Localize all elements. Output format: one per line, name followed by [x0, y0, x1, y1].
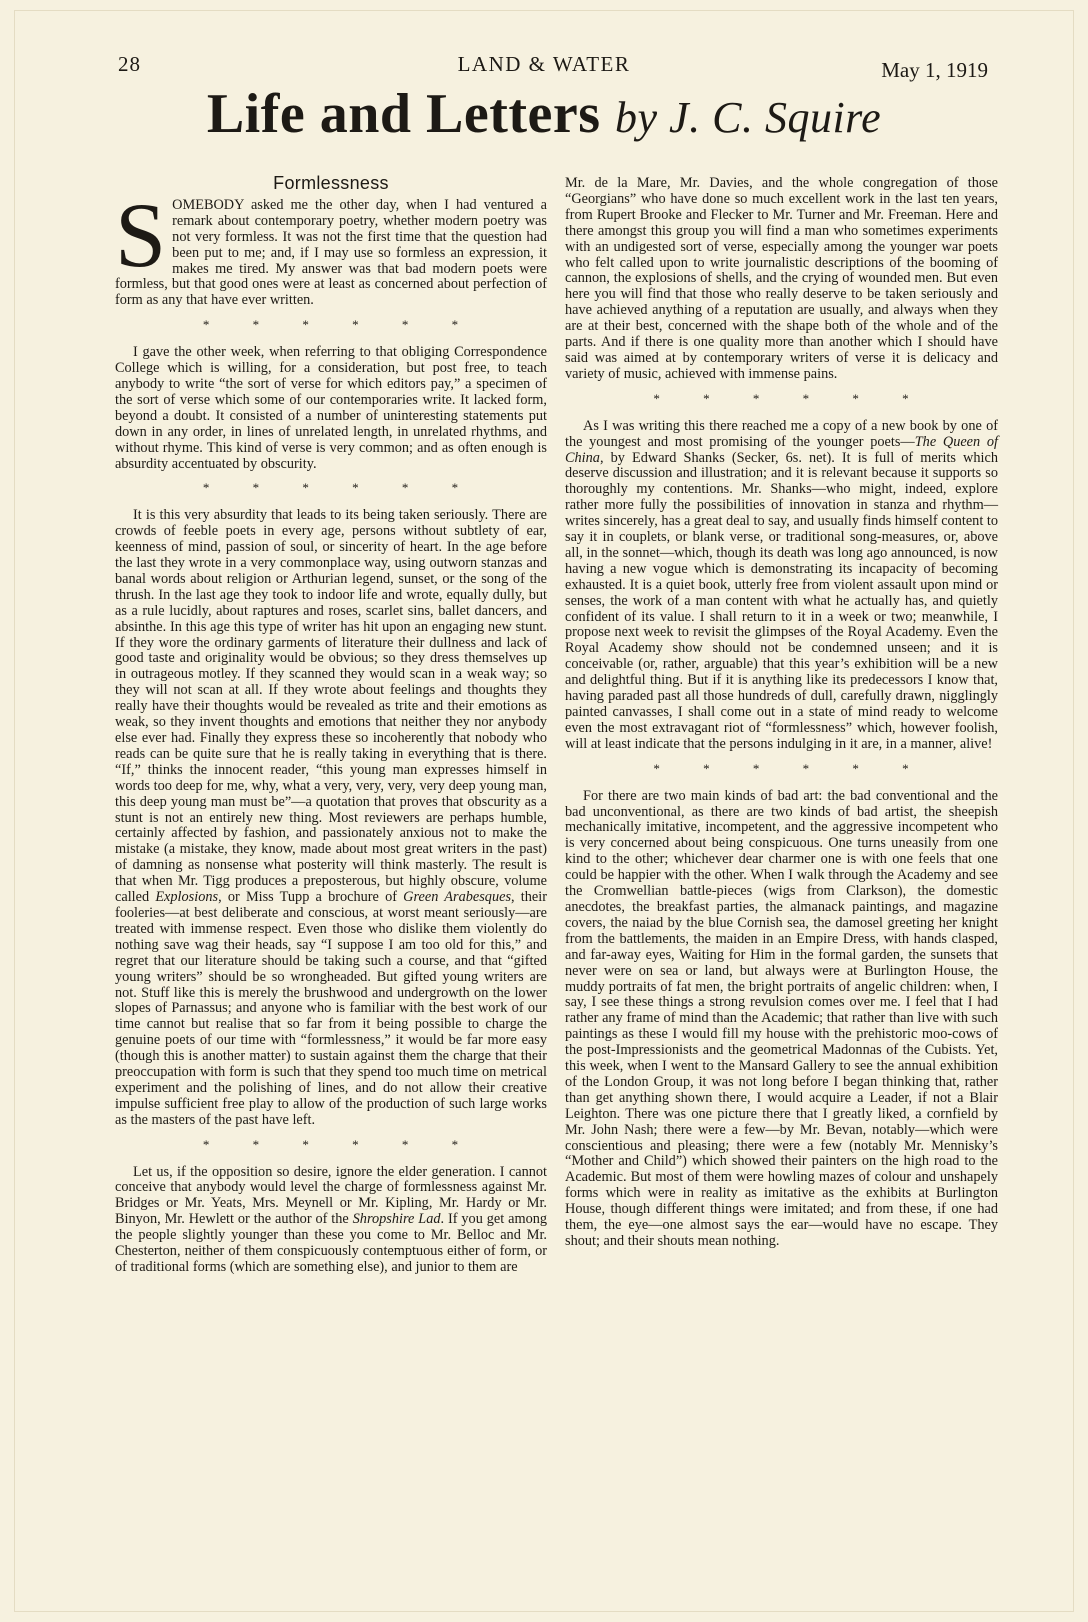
- book-title: The Queen of China: [565, 433, 998, 466]
- paragraph-text: As I was writing this there reached me a copy of a new book by one of the youngest and most promising of the younger poets—: [565, 417, 998, 450]
- book-title: Explosions: [155, 889, 219, 906]
- paragraph: I gave the other week, when referring to that obliging Correspondence College which is willing, for a consideration, but post free, to teach anybody to write “the sort of verse for which editors pay,” a specimen of the sort of verse which some of our contemporaries write. It lacked form, beyond a doubt. It consisted of a number of uninteresting statements put down in any order, in lines of unrelated length, in unrelated rhythms, and without rhyme. This kind of verse is very common; and as often enough is absurdity accentuated by obscurity.: [115, 344, 547, 472]
- issue-date: May 1, 1919: [881, 58, 988, 82]
- right-column: [565, 176, 998, 1250]
- book-title: Shropshire Lad: [352, 1211, 441, 1228]
- magazine-name: LAND & WATER: [457, 52, 631, 76]
- section-separator: * * * * * *: [202, 317, 460, 333]
- paragraph: Mr. de la Mare, Mr. Davies, and the whole congregation of those “Georgians” who have done so much excellent work in the last ten years, from Rupert Brooke and Flecker to Mr. Turner and Mr. Freeman. Here and there amongst this group you will find a man who sometimes experiments with an undigested sort of verse, especially among the younger war poets who felt called upon to write journalistic descriptions of the booming of cannon, the explosions of shells, and the crying of wounded men. But even here you will find that those who really deserve to be taken seriously and have achieved anything of a reputation are usually, and always when they are at their best, concerned with the shape both of the whole and of the parts. And if there is one quality more than another which I should have said was aimed at by contemporary writers of verse it is delicacy and variety of music, achieved with immense pains.: [565, 175, 998, 382]
- paragraph-text: OMEBODY asked me the other day, when I had ventured a remark about contemporary poetry, whether modern poetry was not very formless. It was not the first time that the question had been put to me; and, if I may use so formless an expression, it makes me tired. My answer was that bad modern poets were formless, but that good ones were at least as concerned about perfection of form as any that have ever written.: [115, 196, 547, 309]
- paragraph: [115, 1165, 547, 1276]
- byline: by J. C. Squire: [615, 93, 882, 142]
- section-separator: * * * * * *: [653, 390, 910, 406]
- paragraph-text: , their fooleries—at best deliberate and conscious, at worst meant seriously—are treated with immense respect. Even those who dislike them violently do nothing save wag their heads, say “I suppose I am too old for this,” and regret that our literature should be taking such a course, and that “gifted young writers” should be so wrongheaded. But gifted young writers are not. Stuff like this is merely the brushwood and undergrowth on the lower slopes of Parnassus; and anyone who is familiar with the best work of our time cannot but realise that so far from it being possible to charge the genuine poets of our time with “formlessness,” it would be far more easy (though this is another matter) to sustain against them the charge that their preoccupation with form is such that they spend too much time on metrical experiment and the polishing of lines, and do not allow their creative impulse sufficient free play to allow of the production of such large works as the masters of the past have left.: [115, 889, 547, 1128]
- book-title: Green Arabesques: [403, 889, 512, 906]
- paragraph-text: Let us, if the opposition so desire, ignore the elder generation. I cannot conceive that anybody would level the charge of formlessness against Mr. Bridges or Mr. Yeats, Mrs. Meynell or Mr. Kipling, Mr. Hardy or Mr. Binyon, Mr. Hewlett or the author of the: [115, 1163, 547, 1228]
- section-separator: * * * * * *: [202, 480, 460, 496]
- column-title: [0, 82, 1088, 146]
- paragraph: [115, 508, 547, 1128]
- section-separator: * * * * * *: [653, 760, 910, 776]
- page-number: 28: [118, 52, 141, 76]
- paragraph-text: , by Edward Shanks (Secker, 6s. net). It is full of merits which deserve discussion and illustration; and it is relevant because it supports so thoroughly my contentions. Mr. Shanks—who might, indeed, explore rather more fully the possibilities of innovation in stanza and rhythm—writes sincerely, has a great deal to say, and usually finds himself content to say it in couplets, or blank verse, or traditional song-measures, or, above all, in the sonnet—which, though its death was long ago announced, is now having a new vogue which is demonstrating its incapacity of becoming exhausted. It is a quiet book, utterly free from violent assault upon mind or senses, the work of a man content with what he actually has, and quietly confident of its value. I shall return to it in a week or two; meanwhile, I propose next week to revisit the glimpses of the Royal Academy. Even the Royal Academy show should not be condemned unseen; and it is conceivable (or, rather, arguable) that this year’s exhibition will be a new and delightful thing. But if it is anything like its predecessors I know that, having paraded past all those hundreds of dull, carefully drawn, nigglingly painted canvasses, I shall come out in a state of mind ready to welcome even the most extravagant riot of “formlessness” which, however foolish, will at least indicate that the persons indulging in it are, in a manner, alive!: [565, 449, 998, 752]
- paragraph-text: It is this very absurdity that leads to its being taken seriously. There are crowds of feeble poets in every age, persons without subtlety of ear, keenness of mind, passion of soul, or sincerity of heart. In the age before the last they wrote in a very commonplace way, using outworn stanzas and banal words about religion or Arthurian legend, sunset, or the song of the thrush. In the last age they took to indoor life and wrote, equally dully, but as a rule lucidly, about raptures and roses, scarlet sins, ballet dancers, and absinthe. In this age this type of writer has hit upon an engaging new stunt. If they wore the ordinary garments of literature their dullness and lack of good taste and originality would be obvious; so they dress themselves up in outrageous motley. If they scanned they would scan in a weak way; so they will not scan at all. If they wrote about feelings and thoughts they really have their thoughts would be revealed as trite and their emotions as weak, so they invent thoughts and emotions that neither they nor anybody else ever had. Finally they express these so incoherently that nobody who reads can be quite sure that he is really taking in everything that is there. “If,” thinks the innocent reader, “this young man expresses himself in words too deep for me, why, what a very, very, very, very deep young man, this deep young man must be”—a quotation that proves that obscurity as a stunt is not an entirely new thing. Most reviewers are perhaps humble, certainly affected by fashion, and passionately anxious not to make the mistake (a mistake, they know, made about most great writers in the past) of damning as nonsense what posterity will think masterly. The result is that when Mr. Tigg produces a preposterous, but highly obscure, volume called: [115, 507, 547, 906]
- paragraph-text: . If you get among the people slightly younger than these you come to Mr. Belloc and Mr. Chesterton, neither of them conspicuously contemptuous either of form, or of traditional forms (which are something else), and junior to them are: [115, 1211, 548, 1275]
- title-main: Life and Letters: [206, 83, 601, 145]
- paragraph: [565, 419, 998, 753]
- paragraph-text: , or Miss Tupp a brochure of: [218, 889, 404, 906]
- paragraph: For there are two main kinds of bad art: the bad conventional and the bad unconventional, as there are two kinds of bad artist, the sheepish mechanically imitative, incompetent, and the aggressive incompetent who is very concerned about being conspicuous. One turns uneasily from one kind to the other; whichever dear charmer one is with one feels that one could be happier with the other. When I walk through the Academy and see the Cromwellian battle-pieces (wigs from Clarkson), the domestic anecdotes, the breakfast parties, the almanack paintings, and magazine covers, the naiad by the blue Cornish sea, the damosel greeting her knight from the battlements, the maiden in an Empire Dress, with hands clasped, and far-away eyes, Waiting for Him in the formal garden, the sunsets that never were on sea or land, but always were at Burlington House, the muddy portraits of fat men, the bright portraits of angelic children: when, I say, I see these things a strong revulsion comes over me. I feel that I had rather any frame of mind than the Academic; that rather than live with such paintings as these I would fill my house with the prehistoric moo-cows of the post-Impressionists and the geometrical Madonnas of the Cubists. Yet, this week, when I went to the Mansard Gallery to see the annual exhibition of the London Group, it was not long before I began thinking that, rather than get anything shown there, I would acquire a Leader, if not a Blair Leighton. There was one picture there that I greatly liked, a cornfield by Mr. John Nash; there were a few—by Mr. Bevan, notably—which were conscientious and pleasing; there were a few (notably Mr. Mennisky’s “Mother and Child”) which showed their painters on the high road to the Academic. But most of them were howling mazes of colour and unshapely forms which were in reality as imitative as the exhibits at Burlington House, though different things were imitated; and from these, if one had them, the eye—one almost says the ear—would have no escape. They shout; and their shouts mean nothing.: [565, 787, 998, 1249]
- left-column: [115, 173, 548, 1276]
- drop-cap: S: [115, 183, 167, 286]
- running-header: [0, 52, 1088, 84]
- section-separator: * * * * * *: [202, 1136, 460, 1152]
- section-heading: Formlessness: [273, 173, 389, 193]
